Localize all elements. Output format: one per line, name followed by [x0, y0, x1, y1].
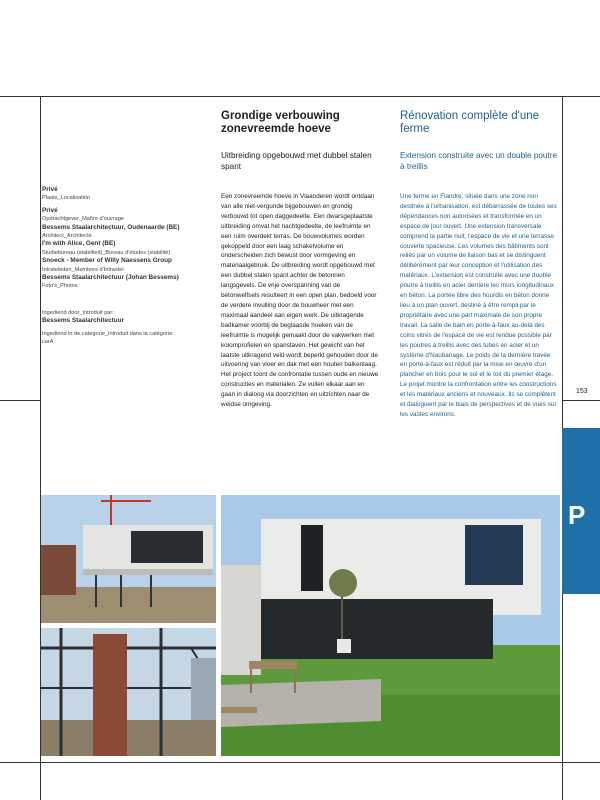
- meta-sub: Opdrachtgever_Maître d'ouvrage: [42, 216, 124, 223]
- meta-sub: Architect_Architecte: [42, 233, 92, 240]
- french-article: [400, 110, 558, 420]
- article-subtitle-fr: Extension construite avec un double poutre à treillis: [400, 151, 558, 171]
- meta-label: Bessems Staalarchitectuur, Oudenaarde (BE): [42, 223, 180, 231]
- meta-sub: Plaats_Localisation: [42, 195, 91, 202]
- category-label: Ingediend in de categorie_Introduit dans la catégorie:: [42, 330, 174, 337]
- submitted-value: Bessems Staalarchitectuur: [42, 317, 125, 325]
- article-title-nl: Grondige verbouwing zonevreemde hoeve: [221, 110, 340, 135]
- article-subtitle-nl: Uitbreiding opgebouwd met dubbel stalen spant: [221, 151, 372, 171]
- meta-item: [42, 257, 207, 274]
- meta-label: Privé: [42, 186, 58, 193]
- photo-construction-cantilever: [41, 495, 216, 623]
- right-mid-rule: [562, 400, 600, 401]
- meta-sub: Intrateleden_Membres d'Intrastel: [42, 266, 124, 273]
- article-body-fr: Une ferme en Flandre, située dans une zone non destinée à l'urbanisation, est débarrassée de toutes ses dépendances non autorisées et transformée en un espace de jour ouvert. Une extension transversale comprend la partie nuit, l'espace de vie et une terrasse couverte spacieuse. Les volumes des bâtiments sont reliés par un volume de liaison bas et se distinguent délibérément par leur conception et l'utilisation des matériaux. L'extension est construite avec une double poutre à treillis en acier derrière les murs longitudinaux en béton. La portée libre des hourdis en béton donne lieu à un plan ouvert, destiné à être rempli par le propriétaire avec une part maximale de son propre travail. La salle de bain en porte-à-faux au-delà des coins vitrés de l'espace de vie est rendue possible par les poutres à treillis avec des tubes en acier et un système d'Naubanage. Le poids de la dernière travée en porte-à-faux est réduit par la mise en œuvre d'un plancher en bois pour le sol et le toit du premier étage. Le projet montre la confrontation entre les constructions et les matériaux anciens et nouveaux. Ils se complètent et dialoguent par le biais de perspectives et de vues sur les vastes environs.: [400, 193, 557, 418]
- page-number: 153: [576, 388, 588, 395]
- article-body-nl: Een zonevreemde hoeve in Vlaanderen wordt ontdaan van alle niet-vergunde bijgebouwen en grondig verbouwd tot open daggedeelte. Een dwarsgeplaatste uitbreiding omvat het nachtgedeelte, de leefruimte en een ruim overdekt terras. De bouwvolumes worden gekoppeld door een laag schakelvolume en onderscheiden zich bewust door vormgeving en materiaalgebruik. De uitbreiding wordt opgebouwd met een dubbel stalen spant achter de betonnen langsgevels. De vrije overspanning van de betonwelfsels resulteert in een open plan, bedoeld voor de verdere invulling door de bouwheer met een maximaal aandeel aan eigen werk. De uitkragende badkamer voorbij de beglaasde hoeken van de leefruimte is mogelijk gemaakt door de vakwerken met kolomprofielen en spanstaven. Het gewicht van het laatste uitkragend veld wordt beperkt gehouden door de uitvoering van vloer en dak met een houten balkenlaag. Het project toont de confrontatie tussen oude en nieuwe constructies en materialen. Ze vullen elkaar aan en gaan in dialoog via doorzichten en uitzichten naar de weidse omgeving.: [221, 193, 379, 409]
- meta-item: [42, 207, 207, 224]
- photo-steel-frame-brick-pillar: [41, 628, 216, 756]
- dutch-article: [221, 110, 379, 410]
- meta-label: Bessems Staalarchitectuur (Johan Bessems): [42, 274, 179, 282]
- category-value: carA: [42, 339, 54, 346]
- project-metadata: [42, 186, 207, 347]
- meta-label: I'm with Alice, Gent (BE): [42, 240, 116, 248]
- submitted-label: Ingediend door_Introduit par:: [42, 309, 114, 316]
- meta-item: [42, 274, 207, 291]
- right-margin-rule-top: [562, 96, 600, 97]
- meta-item: [42, 224, 207, 241]
- article-title-fr: Rénovation complète d'une ferme: [400, 110, 540, 135]
- bottom-rule: [0, 762, 600, 763]
- top-rule: [40, 96, 562, 97]
- meta-label: Privé: [42, 206, 58, 214]
- meta-label: Snoeck - Member of Willy Naessens Group: [42, 257, 172, 265]
- left-mid-rule: [0, 400, 40, 401]
- section-tab: [562, 428, 600, 594]
- left-margin-rule: [0, 96, 40, 97]
- meta-sub: Studiebureau (stabiliteit)_Bureau d'études (stabilité): [42, 249, 171, 256]
- section-tab-letter: P: [568, 500, 586, 530]
- photo-finished-house-garden: [221, 495, 560, 756]
- meta-item: [42, 186, 207, 203]
- meta-sub: Foto's_Photos: [42, 283, 78, 290]
- meta-item: [42, 240, 207, 257]
